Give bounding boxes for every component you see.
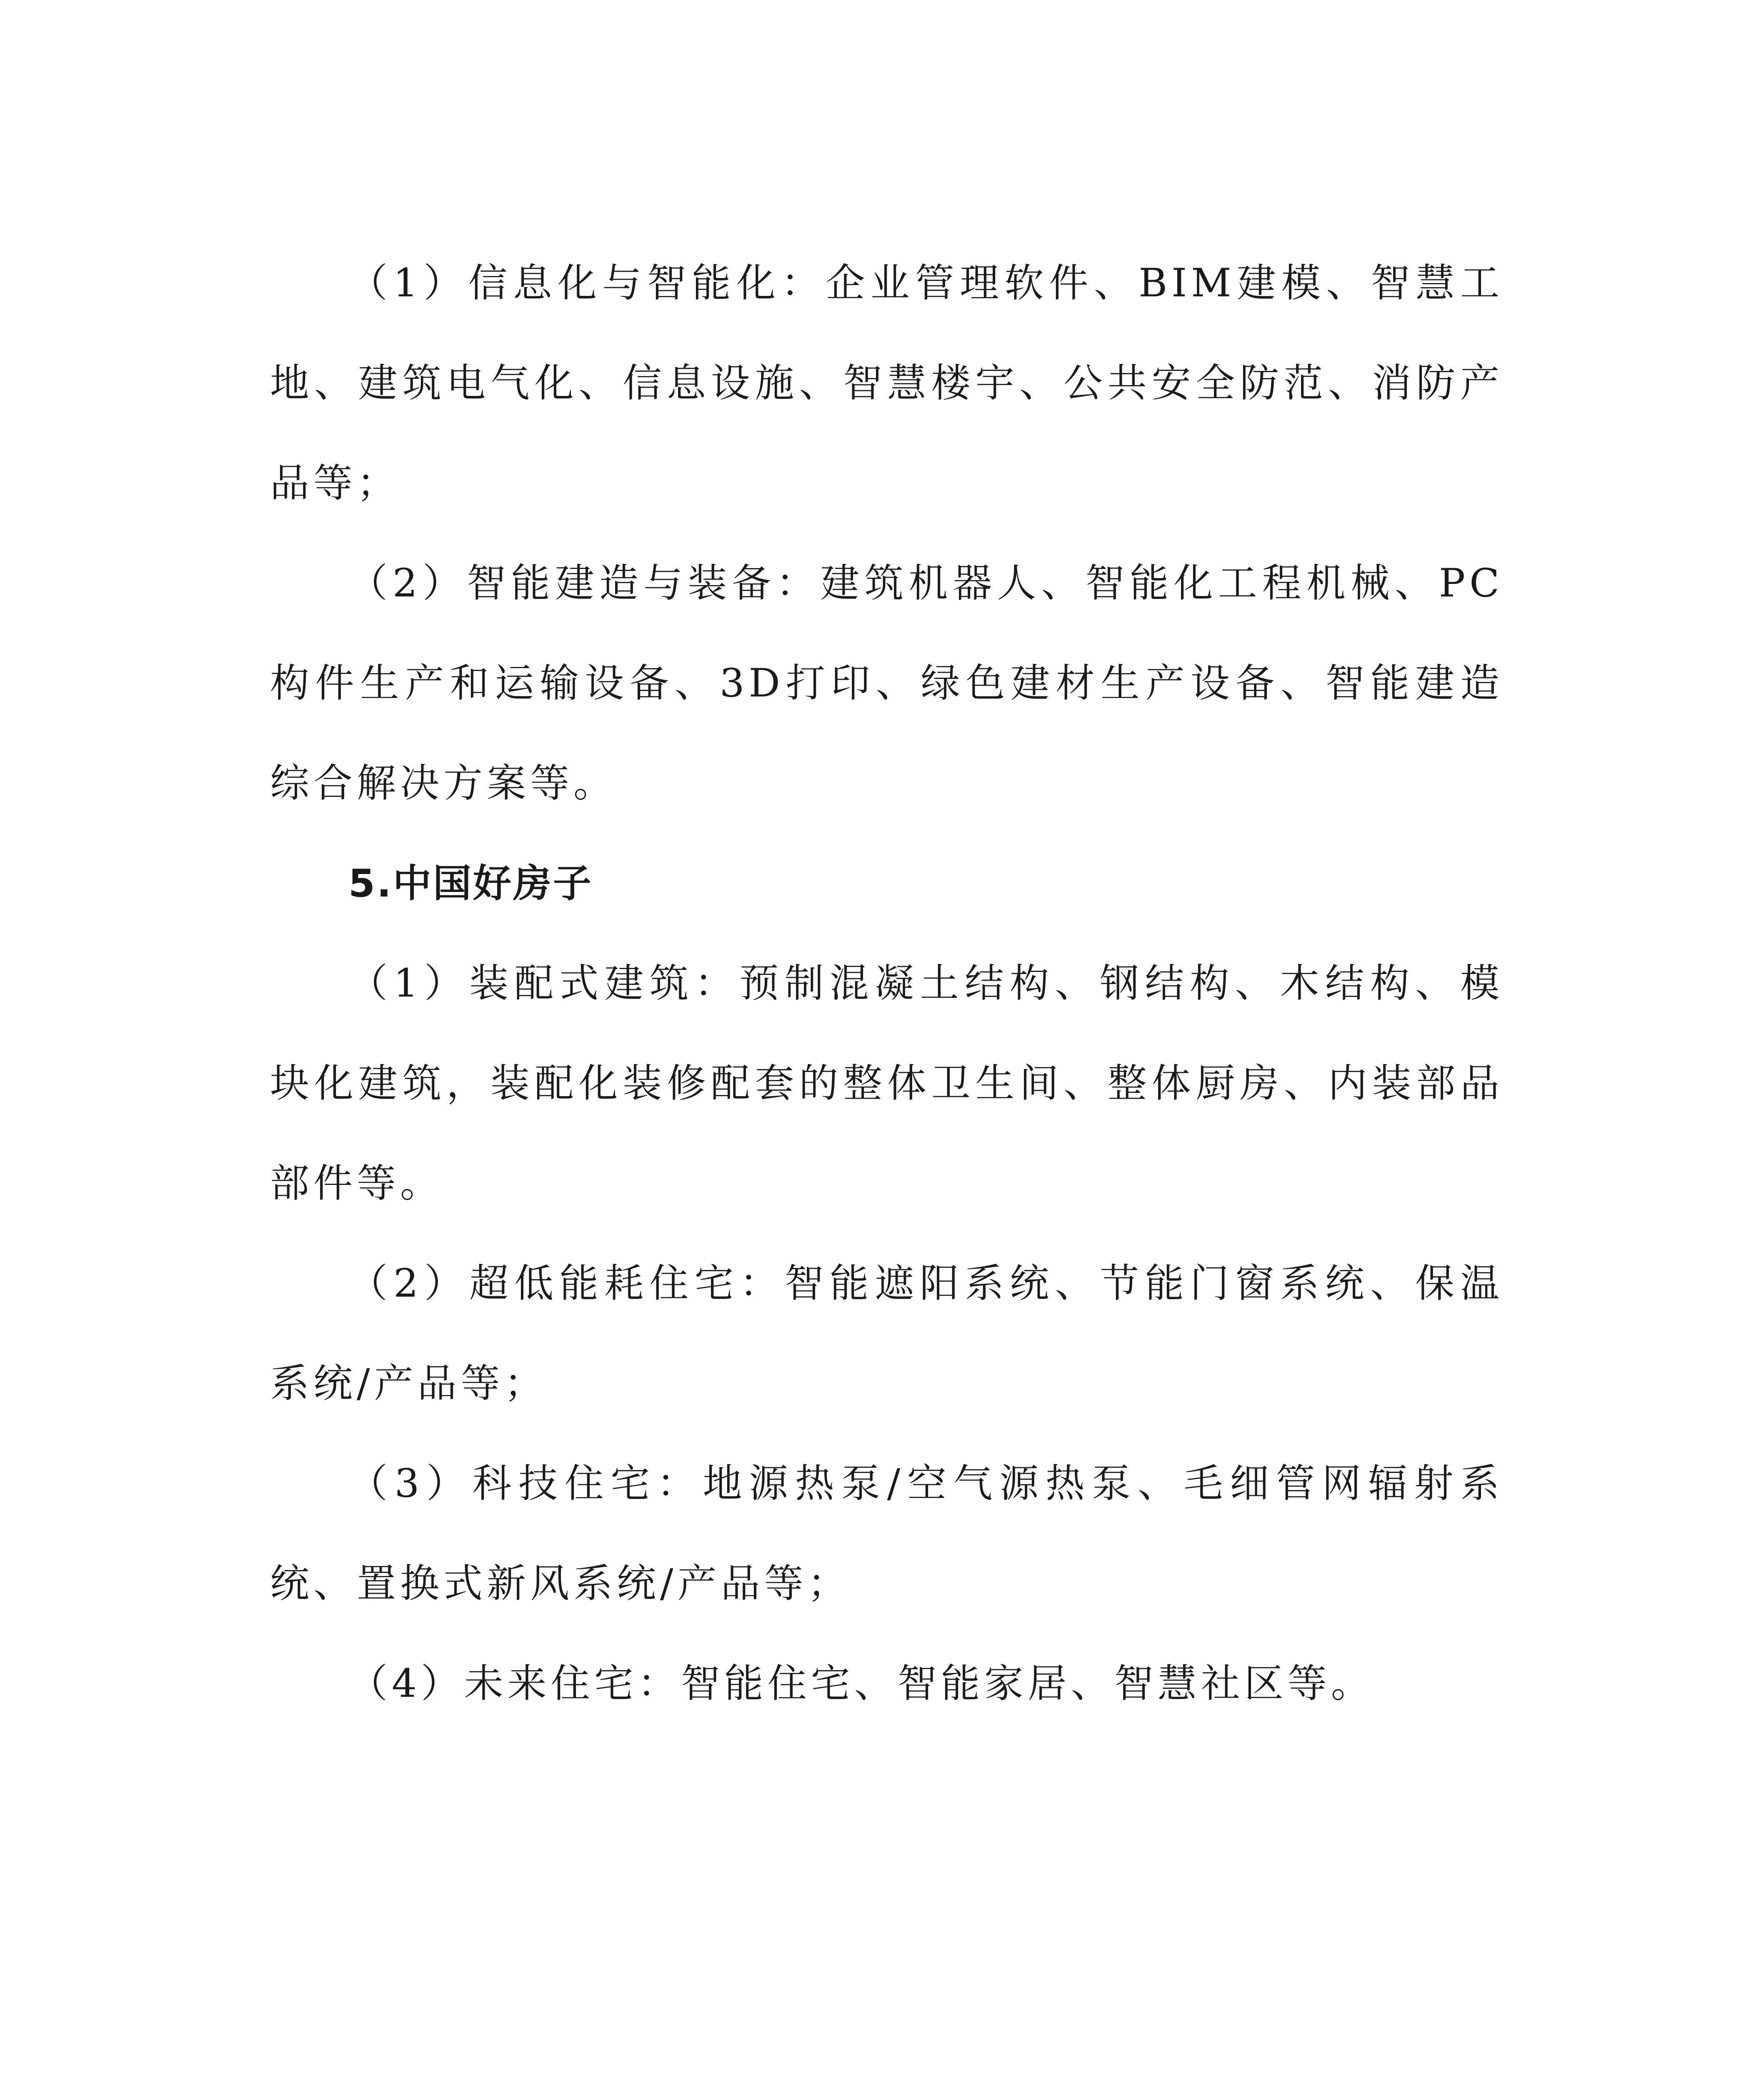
list-item-intelligent-construction: （2）智能建造与装备：建筑机器人、智能化工程机械、PC构件生产和运输设备、3D打印、绿色建材生产设备、智能建造综合解决方案等。	[270, 561, 1504, 806]
section-heading-good-house: 5.中国好房子	[348, 861, 593, 906]
list-item-ultra-low-energy-housing: （2）超低能耗住宅：智能遮阳系统、节能门窗系统、保温系统/产品等；	[270, 1261, 1504, 1406]
list-item-tech-housing: （3）科技住宅：地源热泵/空气源热泵、毛细管网辐射系统、置换式新风系统/产品等；	[270, 1461, 1504, 1606]
list-item-future-housing: （4）未来住宅：智能住宅、智能家居、智慧社区等。	[348, 1661, 1374, 1706]
page-content	[270, 233, 1504, 1734]
list-item-informatization: （1）信息化与智能化：企业管理软件、BIM建模、智慧工地、建筑电气化、信息设施、智慧楼宇、公共安全防范、消防产品等；	[270, 260, 1504, 506]
list-item-prefabricated-building: （1）装配式建筑：预制混凝土结构、钢结构、木结构、模块化建筑，装配化装修配套的整体卫生间、整体厨房、内装部品部件等。	[270, 961, 1504, 1206]
